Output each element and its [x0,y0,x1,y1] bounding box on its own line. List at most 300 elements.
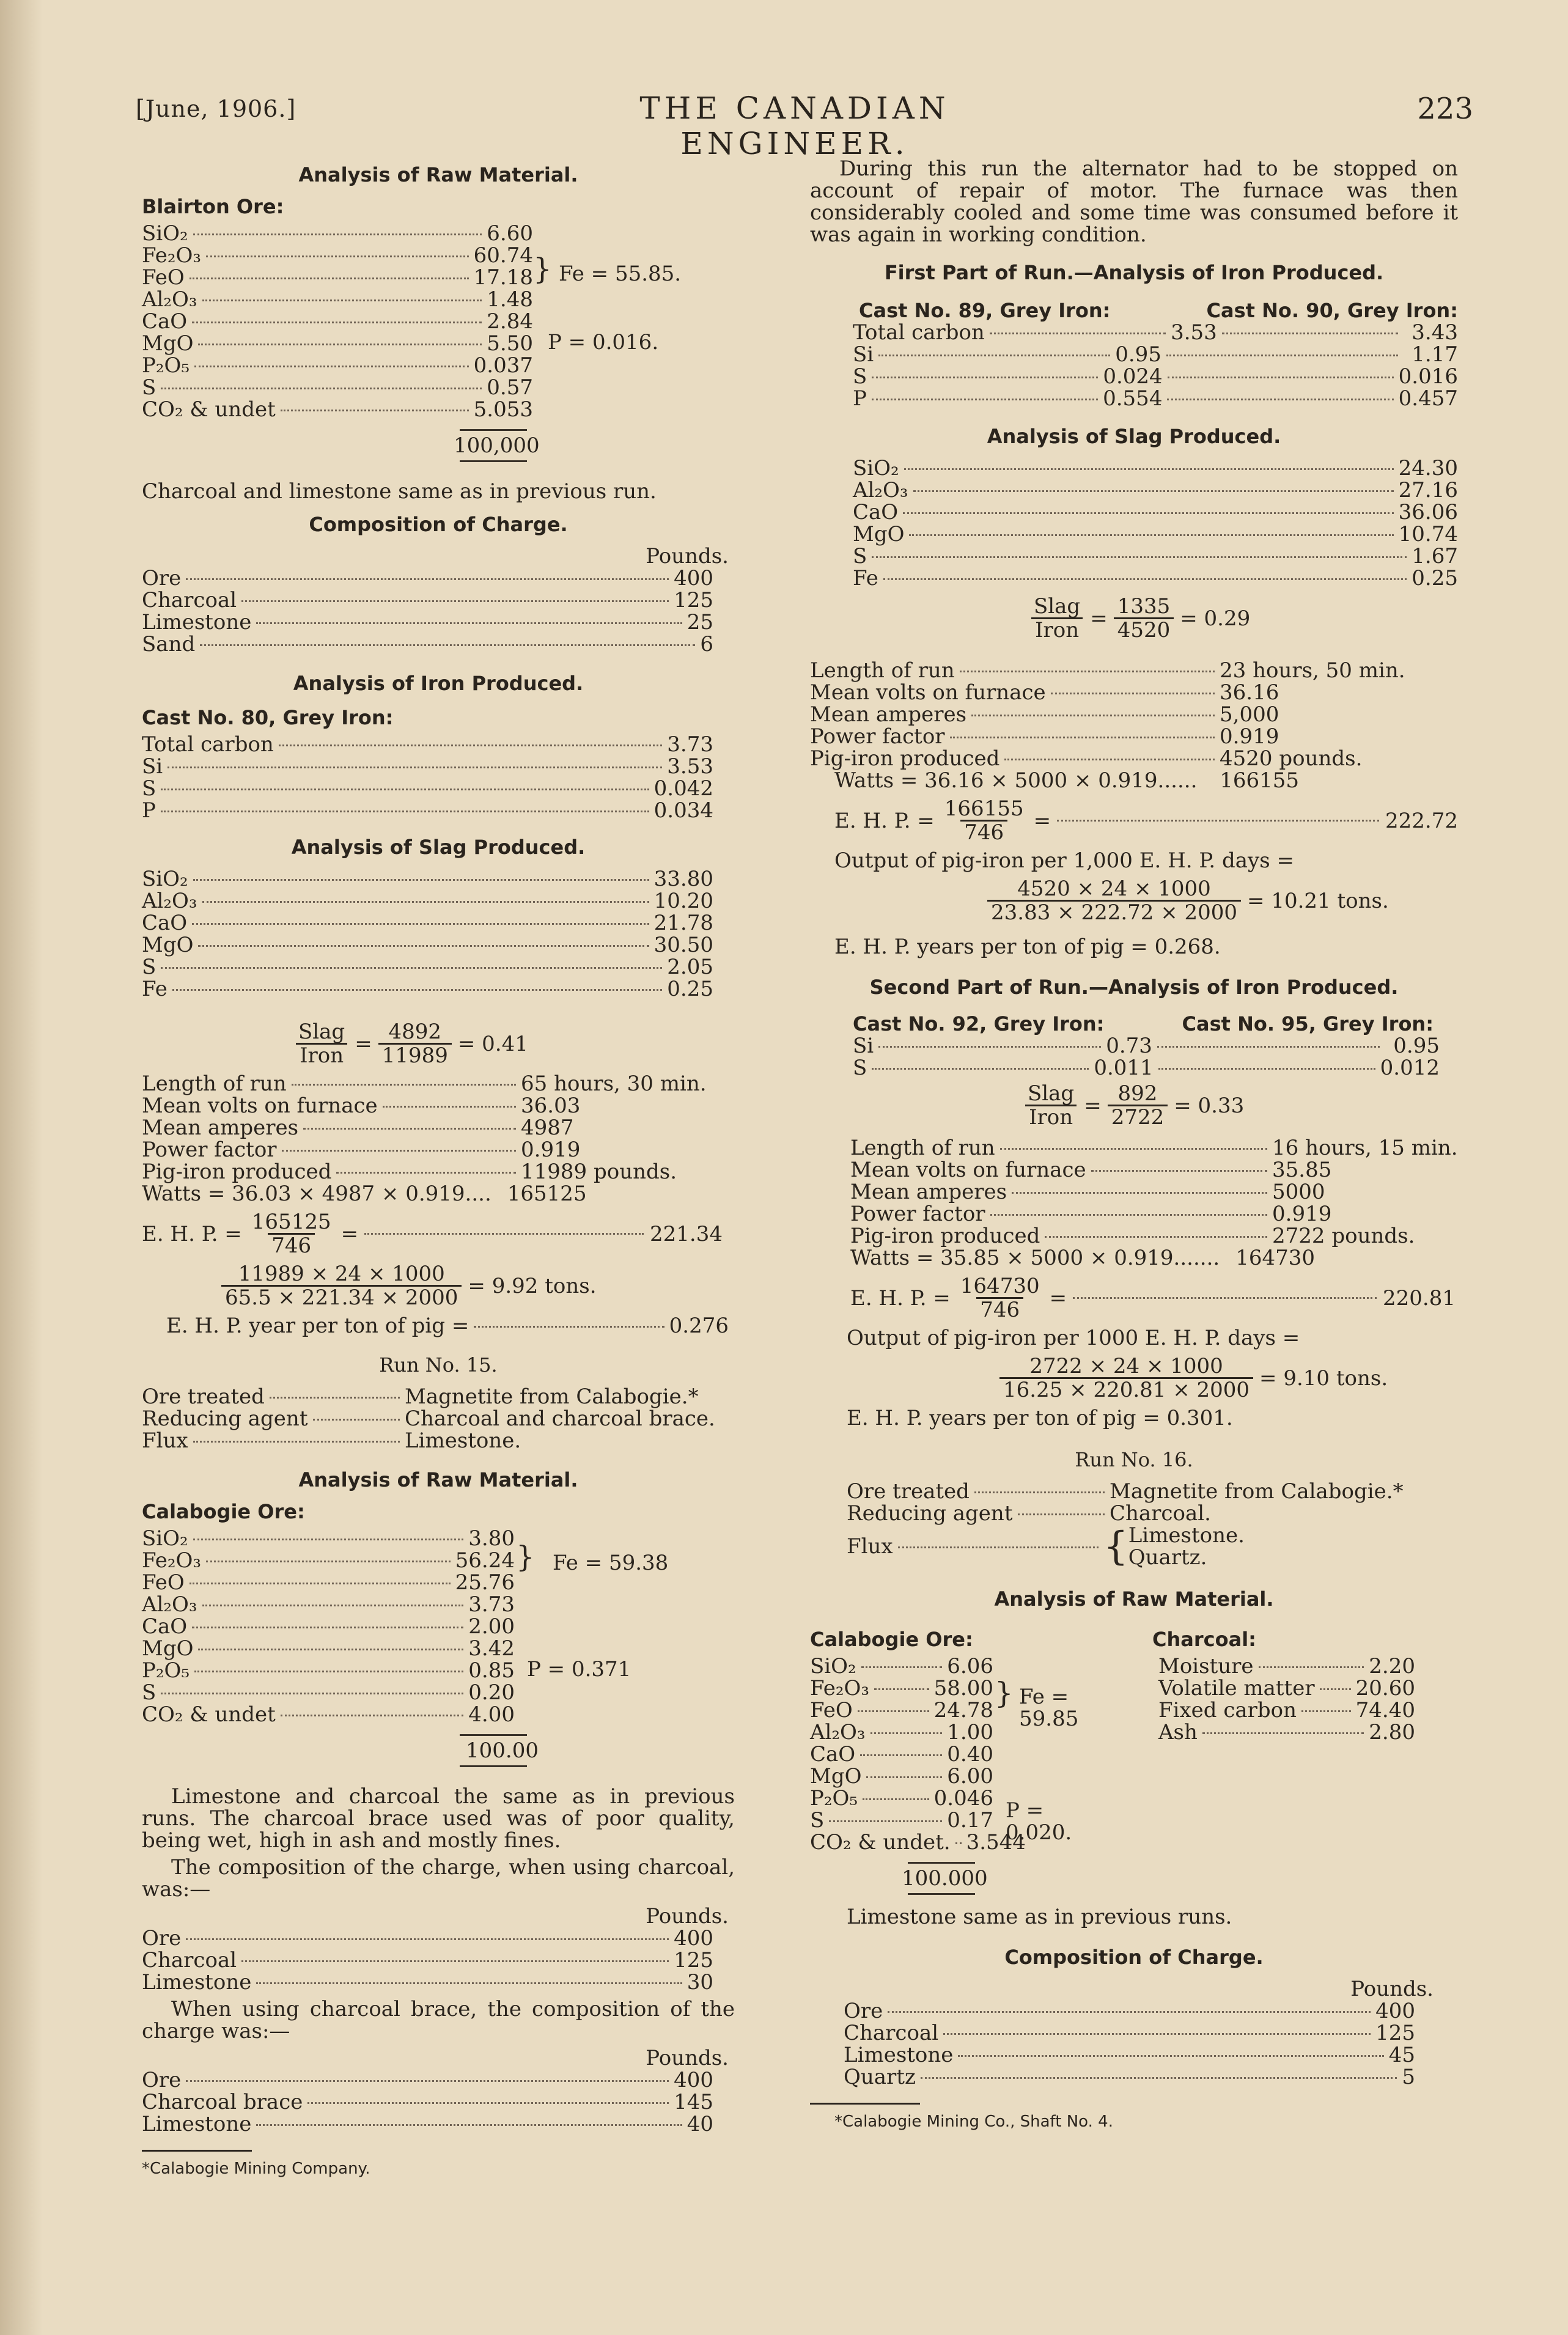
row-value: 0.57 [487,375,533,400]
row-value-b: 0.012 [1380,1056,1440,1080]
brace: } [533,252,552,286]
leader-dots [190,278,469,279]
section-heading: Run No. 16. [1075,1448,1193,1471]
row-value: 2722 pounds. [1272,1224,1415,1248]
equals-sign: = [1049,1285,1067,1311]
row-label: Quartz [844,2065,916,2089]
row-label: FeO [810,1698,853,1723]
brace: { [1103,1524,1128,1569]
leader-dots [206,1561,451,1562]
table-row [142,289,533,311]
section-heading: Analysis of Iron Produced. [293,672,584,695]
row-label: Moisture [1158,1654,1254,1679]
row-label: Al₂O₃ [142,287,197,312]
ratio-bottom-value: 2722 [1108,1105,1168,1128]
pounds-label: Pounds. [646,544,729,568]
leader-dots [194,366,469,367]
table-row [142,222,533,245]
row-label: MgO [142,1636,194,1661]
leader-dots [872,377,1098,378]
run16-table [847,1480,1427,1524]
row-label: MgO [853,522,905,546]
row-value: 25 [686,610,713,634]
leader-dots [202,901,649,903]
row-label: Fixed carbon [1158,1698,1297,1723]
row-value: 58.00 [933,1676,993,1701]
row-value: 0.85 [468,1658,515,1683]
rule [908,1862,975,1864]
footnote: *Calabogie Mining Co., Shaft No. 4. [834,2113,1113,2131]
row-value: 35.85 [1272,1158,1332,1182]
leader-dots [872,399,1098,400]
charge-table [844,2000,1415,2088]
ehp-value: 222.72 [1385,808,1458,833]
slag-table [142,868,713,1000]
rule [460,429,527,431]
table-row [810,682,1421,704]
run15-table [142,1386,723,1452]
ratio-bottom-value: 11989 [378,1043,452,1067]
subheading: Charcoal: [1152,1628,1256,1651]
leader-dots [336,1172,516,1174]
row-label: Volatile matter [1158,1676,1315,1701]
table-row [142,589,713,611]
row-label: Charcoal [142,588,237,612]
leader-dots [206,256,469,257]
row-value: 2.00 [468,1614,515,1639]
row-label: Fe₂O₃ [142,1548,201,1573]
row-label: Total carbon [142,732,274,757]
leader-dots [866,1776,942,1778]
leader-dots [1012,1192,1267,1194]
leader-dots [858,1710,929,1712]
output-numerator: 2722 × 24 × 1000 [1029,1354,1223,1378]
leader-dots [161,811,649,812]
table-row [844,2022,1415,2044]
row-label: Ore [142,1926,182,1951]
run2-stats [850,1137,1474,1247]
charcoal-block [1152,1622,1458,1901]
leader-dots [256,2124,682,2126]
row-label: CO₂ & undet [142,397,276,422]
leader-dots [193,1441,400,1443]
row-value: 36.03 [521,1094,581,1118]
row-label: P₂O₅ [142,1658,190,1683]
table-row [853,567,1458,589]
row-value: 400 [674,566,713,590]
row-value: 5,000 [1220,702,1279,727]
row-label: SiO₂ [142,1526,188,1551]
subheading: Calabogie Ore: [810,1628,973,1651]
row-label: Al₂O₃ [853,478,908,502]
row-label: FeO [142,1570,185,1595]
ehp-denominator: 746 [268,1233,315,1257]
row-value: 24.78 [933,1698,993,1723]
ehp-value: 221.34 [650,1221,723,1246]
output-label: Output of pig-iron per 1,000 E. H. P. days = [834,848,1295,873]
row-value: 400 [1375,1999,1415,2023]
ratio-labels [295,1021,348,1067]
table-row [142,1386,723,1408]
leader-dots [958,2055,1383,2057]
row-value: 36.16 [1220,680,1279,705]
row-label: MgO [142,331,194,356]
row-value: Magnetite from Calabogie.* [405,1384,699,1409]
row-label: Mean volts on furnace [810,680,1046,705]
watts-label: Watts = 36.16 × 5000 × 0.919...... [834,768,1198,793]
row-value: 2.05 [667,955,713,979]
leader-dots [186,1938,669,1940]
ratio-bottom-label: Iron [1031,617,1083,641]
table-row [844,2066,1415,2088]
calabogie-ore-block [810,1622,1116,1901]
fe-note: Fe = 59.38 [553,1551,669,1575]
subheading: Blairton Ore: [142,195,284,218]
row-value-a: 0.95 [1115,342,1161,367]
table-row [142,756,713,778]
brace: } [995,1676,1014,1710]
table-row [142,734,713,756]
output-denominator: 23.83 × 222.72 × 2000 [987,900,1241,924]
row-label: S [142,955,156,979]
slag-iron-ratio [1024,595,1458,641]
leader-dots [1202,1732,1364,1734]
leader-dots [172,989,662,991]
row-label: Al₂O₃ [142,889,197,913]
leader-dots [193,234,482,235]
row-value: Magnetite from Calabogie.* [1110,1479,1404,1504]
leader-dots [872,556,1407,558]
table-row [810,1830,1026,1855]
section-heading: Analysis of Slag Produced. [291,836,586,859]
output-numerator: 4520 × 24 × 1000 [1017,877,1211,901]
leader-dots [921,2077,1397,2079]
table-row [142,567,713,589]
p-note: P = 0.016. [548,330,659,355]
ehp-label: E. H. P. = [850,1285,951,1311]
row-label: P₂O₅ [810,1786,858,1811]
watts-value: 166155 [1220,768,1299,793]
leader-dots [307,2102,669,2104]
row-label: SiO₂ [142,221,188,246]
leader-dots [194,1671,463,1672]
ehp-year: E. H. P. years per ton of pig = 0.301. [847,1406,1233,1430]
cast89-90-table [853,322,1458,410]
table-row [142,1117,723,1139]
leader-dots [192,923,649,925]
row-value: 2.80 [1369,1720,1415,1745]
row-label: S [142,1680,156,1705]
table-row [810,704,1421,726]
cast92-95-table [853,1035,1440,1079]
ehp-label: E. H. P. = [142,1221,242,1246]
footnote-rule [810,2103,920,2105]
slag-table [853,457,1458,589]
row-value: 4987 [521,1116,574,1140]
leader-dots [1057,820,1379,822]
row-value: 56.24 [455,1548,515,1573]
leader-dots [193,879,649,881]
ratio-top-label: Slag [298,1020,345,1044]
row-label: Reducing agent [142,1407,308,1431]
journal-title: THE CANADIAN ENGINEER. [639,90,950,161]
row-label: CaO [853,500,899,524]
ehp-year: E. H. P. years per ton of pig = 0.268. [834,935,1221,959]
watts-value: 165125 [507,1182,587,1206]
output-result: = 10.21 tons. [1247,888,1389,913]
table-row [850,1203,1474,1225]
watts-label: Watts = 36.03 × 4987 × 0.919.... [142,1182,491,1206]
table-row [844,2000,1415,2022]
table-row [142,1139,723,1161]
watts-row [142,1182,587,1206]
row-label: CO₂ & undet. [810,1830,951,1855]
paragraph: Limestone same as in previous runs. [847,1905,1232,1929]
charge-table [142,567,713,655]
row-label: S [853,1056,867,1080]
leader-dots [282,1150,516,1152]
footnote: *Calabogie Mining Company. [142,2160,370,2178]
output-fraction [221,1263,462,1309]
row-value: 0.042 [653,776,713,801]
row-value-b: 3.43 [1412,320,1458,345]
row-label: Power factor [850,1202,985,1226]
table-row [810,1809,993,1831]
row-value: 0.046 [933,1786,993,1811]
leader-dots [241,1960,669,1962]
row-value: 0.037 [473,353,533,378]
ratio-result: = 0.41 [457,1031,528,1056]
equals-sign: = [355,1031,372,1056]
table-row [853,479,1458,501]
leader-dots [829,1820,942,1822]
section-heading: Analysis of Raw Material. [298,163,578,186]
watts-row [834,770,1299,792]
charcoal-table [1158,1655,1415,1743]
ehp-numerator: 166155 [944,796,1024,821]
row-label: Mean amperes [142,1116,299,1140]
table-row [142,377,533,399]
calabogie-ore-table [810,1654,1026,1855]
row-label: Fe₂O₃ [810,1676,869,1701]
table-row [853,523,1458,545]
total-block [142,1734,539,1767]
table-row [142,1971,713,1993]
leader-dots [909,534,1393,536]
right-column [810,153,1458,2133]
paragraph: When using charcoal brace, the composition of the charge was:— [142,1997,735,2043]
leader-dots [990,1214,1267,1216]
cast95-heading: Cast No. 95, Grey Iron: [1182,1012,1434,1035]
ratio-top-label: Slag [1028,1081,1075,1106]
table-row [142,355,533,377]
leader-dots [1000,1148,1267,1150]
row-label: Reducing agent [847,1501,1013,1526]
page-number: 223 [1417,92,1473,126]
row-label: Fe₂O₃ [142,243,201,268]
table-row [847,1502,1427,1524]
table-row [142,912,713,934]
leader-dots [474,1326,664,1328]
table-row [142,1572,515,1594]
row-label: CaO [142,911,188,935]
total-block [142,429,540,462]
section-heading: Composition of Charge. [1004,1946,1264,1969]
leader-dots [1045,1236,1267,1238]
leader-dots [971,715,1215,716]
leader-dots [186,2080,669,2082]
leader-dots [167,767,662,768]
row-value: 60.74 [473,243,533,268]
row-value: 5 [1402,2065,1415,2089]
section-heading: Analysis of Raw Material. [298,1468,578,1491]
leader-dots [898,1546,1099,1548]
leader-dots [281,1715,464,1716]
table-row [142,311,533,333]
leader-dots [192,322,482,323]
flux-label-row [847,1535,1103,1557]
row-value: 5.053 [473,397,533,422]
row-value: 21.78 [653,911,713,935]
row-value: 125 [1375,2021,1415,2045]
leader-dots [279,745,662,746]
row-label: Pig-iron produced [850,1224,1040,1248]
pounds-label: Pounds. [1350,1977,1434,2001]
row-value: 40 [686,2112,713,2136]
row-value: 65 hours, 30 min. [521,1072,707,1096]
output-equation [981,878,1458,924]
table-row [1158,1699,1415,1721]
ehp-numerator: 164730 [960,1274,1040,1298]
leader-dots [903,512,1393,514]
ratio-top-value: 892 [1117,1081,1158,1106]
ratio-result: = 0.33 [1174,1093,1245,1118]
row-label: Ash [1158,1720,1198,1745]
table-row [142,778,713,800]
row-label: Si [853,1034,874,1058]
output-label: Output of pig-iron per 1000 E. H. P. days = [847,1326,1300,1350]
table-row [810,1655,993,1677]
table-row [853,545,1458,567]
row-value-b: 0.016 [1398,364,1459,389]
row-label: Mean volts on furnace [850,1158,1086,1182]
pounds-label: Pounds. [646,1904,729,1929]
row-value: Limestone. [405,1429,521,1453]
leader-dots [1166,355,1398,356]
table-row [847,1480,1427,1502]
calabogie-ore-table [142,1528,515,1726]
ratio-top-value: 4892 [388,1020,442,1044]
section-heading: Run No. 15. [379,1353,498,1377]
row-label: Fe [142,977,167,1001]
row-label: Limestone [142,2112,252,2136]
output-fraction [987,878,1241,924]
table-row [850,1181,1474,1203]
leader-dots [878,1046,1101,1048]
rule [908,1893,975,1895]
ehp-denominator: 746 [960,820,1007,844]
leader-dots [292,1084,516,1086]
table-row [142,1682,515,1704]
table-row [850,1225,1474,1247]
row-value: 0.20 [468,1680,515,1705]
output-equation [215,1263,735,1309]
table-row [142,1073,723,1095]
flux-values [1128,1524,1245,1568]
fe-note: Fe = 55.85. [559,262,682,286]
table-row [142,1161,723,1183]
flux-label: Flux [847,1534,893,1559]
row-label: MgO [810,1764,862,1789]
total: 100.000 [902,1866,988,1891]
row-value: 6.00 [947,1764,993,1789]
row-label: Mean volts on furnace [142,1094,378,1118]
row-value: 11989 pounds. [521,1160,677,1184]
ehp-equation [142,1211,723,1257]
output-denominator: 16.25 × 220.81 × 2000 [999,1377,1253,1401]
leader-dots [190,1583,451,1584]
table-row [142,633,713,655]
table-row [844,2044,1415,2066]
row-label: Limestone [142,1970,252,1995]
table-row [853,366,1458,388]
running-header [0,90,1568,161]
row-value: 3.73 [667,732,713,757]
leader-dots [1091,1170,1267,1172]
section-heading: Composition of Charge. [309,513,568,536]
ehp-fraction [957,1275,1043,1321]
ratio-values [1108,1083,1168,1128]
table-row [1158,1655,1415,1677]
row-label: S [142,776,156,801]
ehp-equation [850,1275,1456,1321]
leader-dots [281,410,469,411]
leader-dots [270,1397,400,1399]
leader-dots [313,1419,400,1421]
row-value: 125 [674,588,713,612]
leader-dots [198,344,482,345]
row-value: 23 hours, 50 min. [1220,658,1405,683]
leader-dots [1158,1068,1375,1070]
ratio-bottom-value: 4520 [1114,617,1174,641]
leader-dots [364,1233,644,1235]
table-row [853,501,1458,523]
section-heading: Second Part of Run.—Analysis of Iron Produced. [869,976,1399,999]
row-value: 3.73 [468,1592,515,1617]
table-row [853,322,1458,344]
leader-dots [904,468,1394,470]
row-value: 17.18 [473,265,533,290]
paragraph: Charcoal and limestone same as in previous run. [142,479,657,504]
table-row [810,1699,993,1721]
row-label: Sand [142,632,196,656]
row-label: Al₂O₃ [142,1592,197,1617]
leader-dots [161,388,482,389]
table-row [142,245,533,267]
leader-dots [161,789,649,790]
row-value: 145 [674,2090,713,2114]
row-value-a: 3.53 [1171,320,1217,345]
row-value: 33.80 [653,867,713,891]
table-row [810,1787,993,1809]
row-value-a: 0.024 [1103,364,1163,389]
row-label: Length of run [850,1136,995,1160]
row-value: 5000 [1272,1180,1325,1204]
leader-dots [200,644,695,646]
run1-stats [810,660,1421,770]
leader-dots [872,1068,1089,1070]
row-label: CO₂ & undet [142,1702,276,1727]
